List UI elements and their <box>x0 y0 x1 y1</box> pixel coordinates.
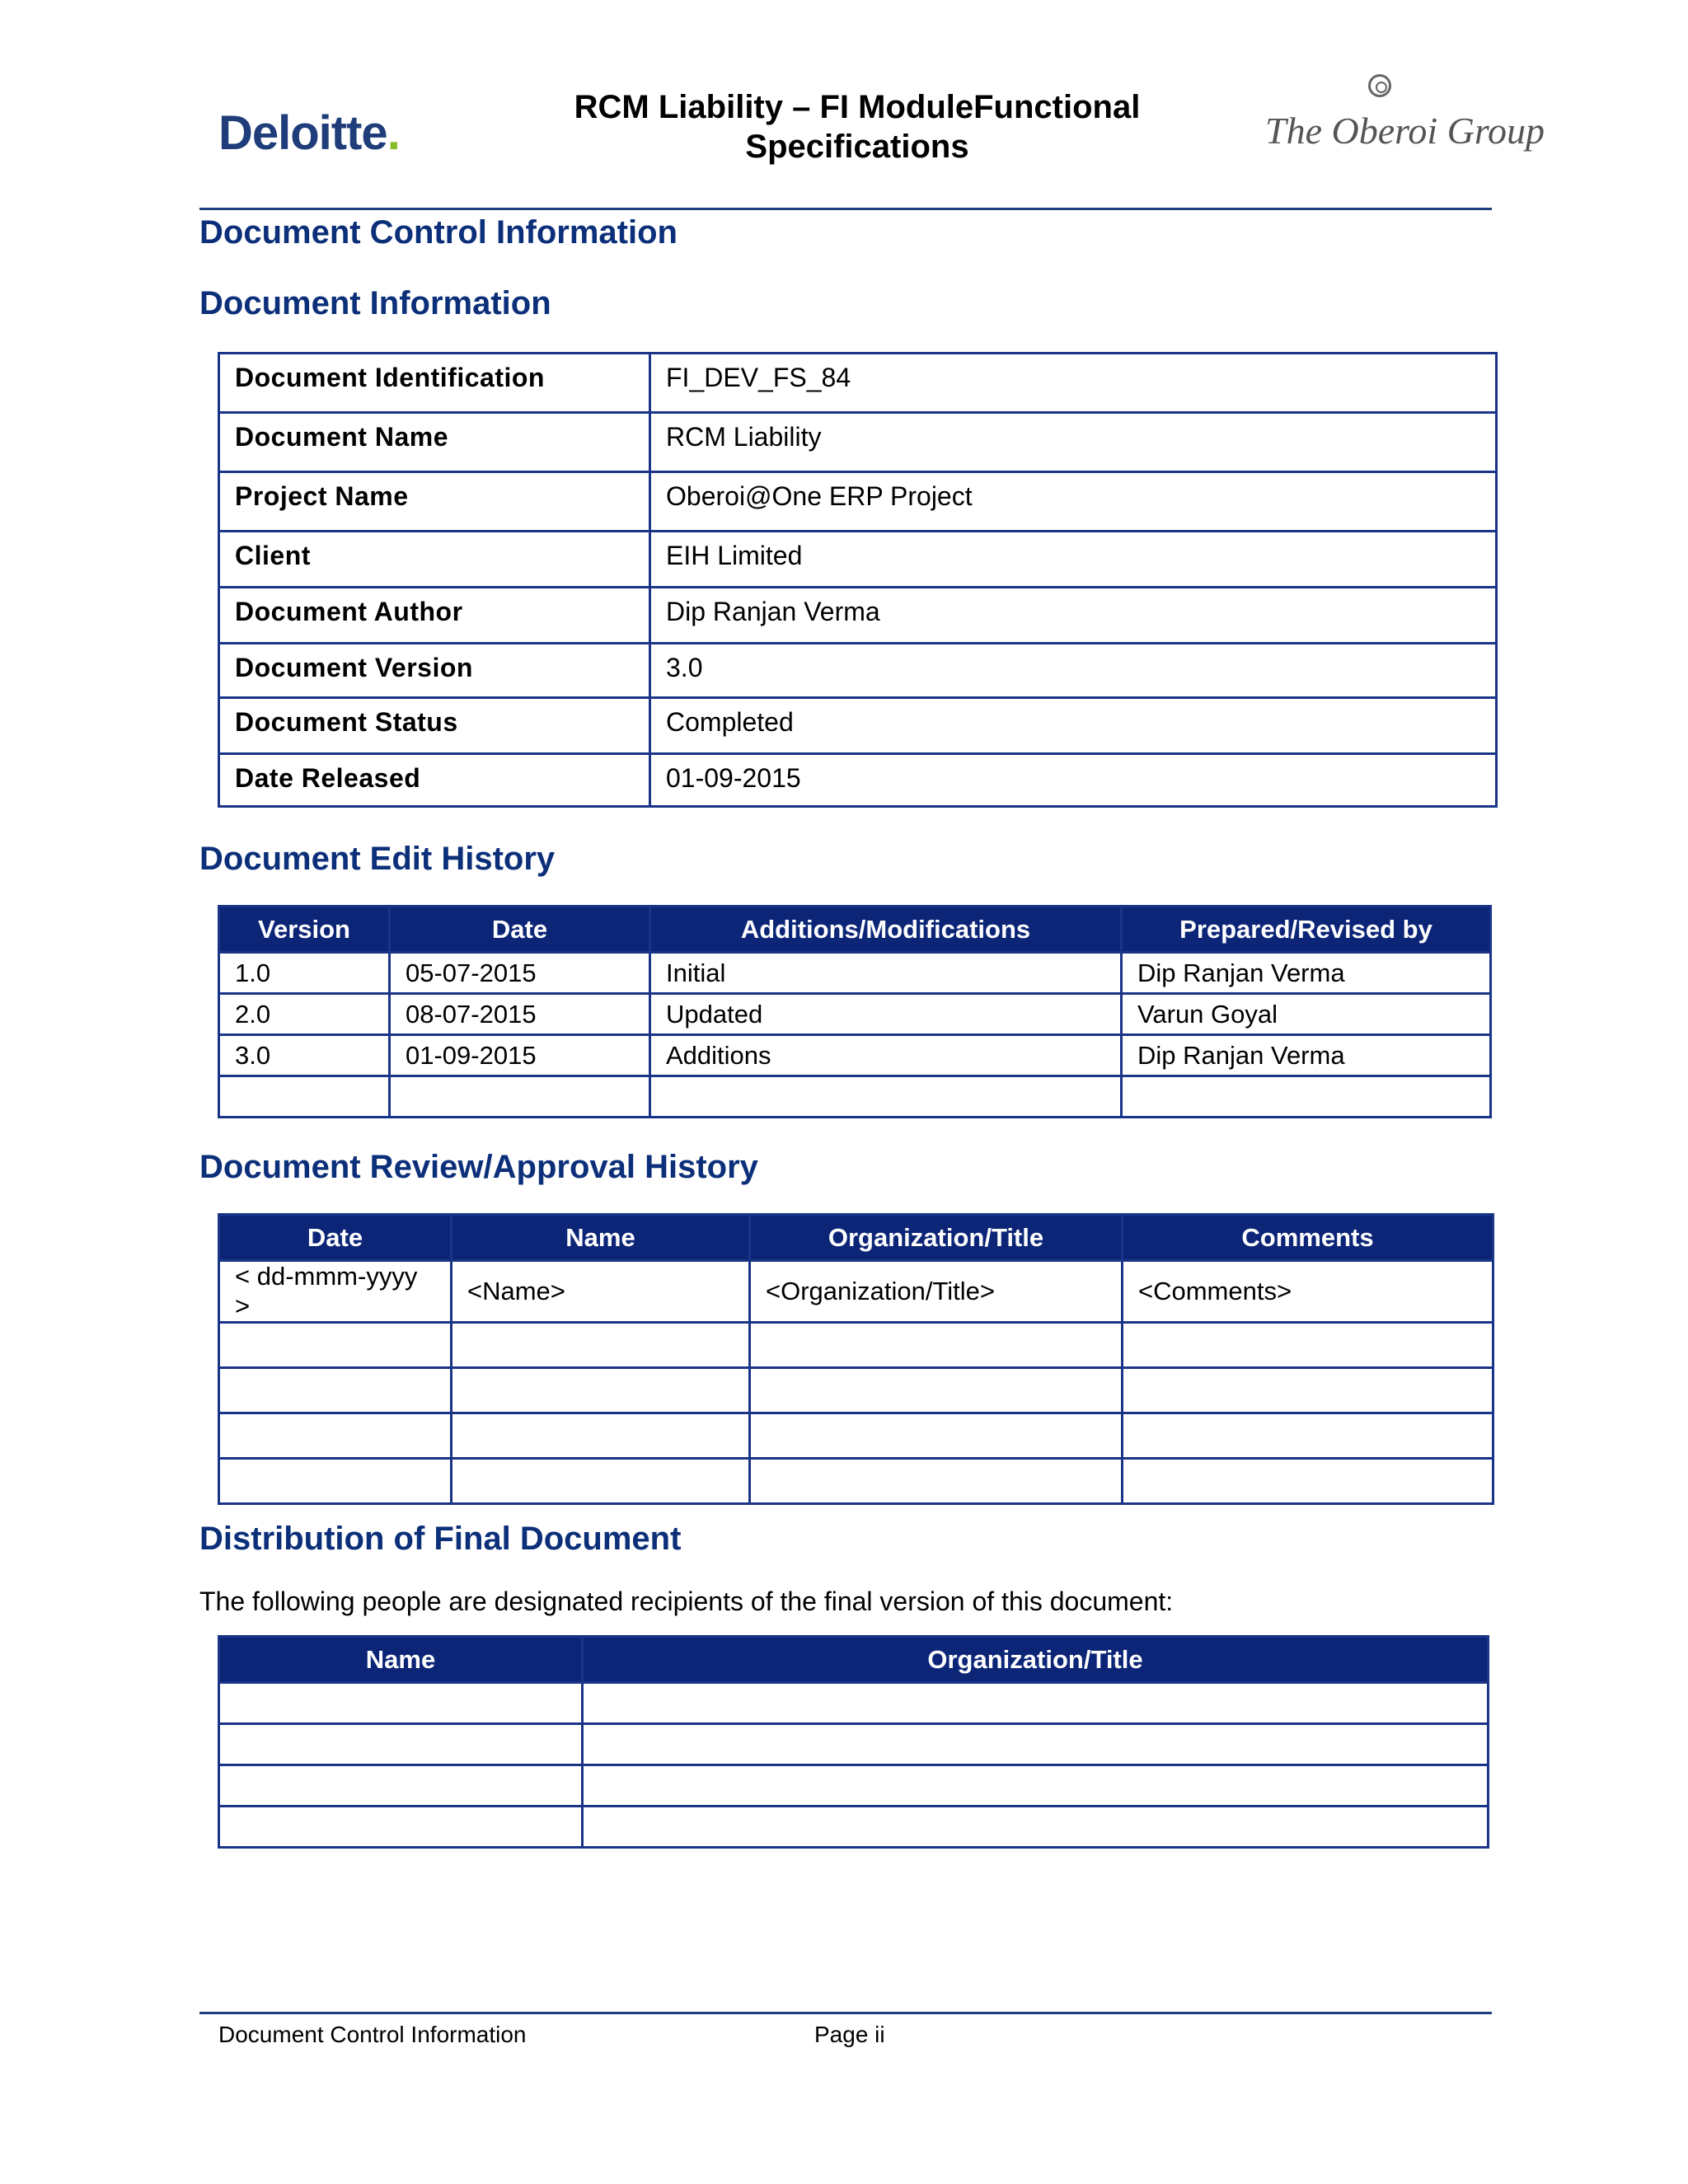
table-cell: 2.0 <box>219 994 390 1035</box>
column-header: Date <box>219 1215 452 1261</box>
table-row <box>219 1076 1491 1118</box>
table-cell: Dip Ranjan Verma <box>1122 1035 1491 1076</box>
table-cell <box>219 1413 452 1459</box>
info-row <box>219 532 1497 588</box>
table-cell: Varun Goyal <box>1122 994 1491 1035</box>
table-row <box>219 1323 1493 1368</box>
table-row <box>219 1459 1493 1504</box>
info-key: Document Version <box>219 644 650 698</box>
table-cell <box>583 1724 1489 1765</box>
info-value: Oberoi@One ERP Project <box>650 472 1497 532</box>
table-row <box>219 1724 1489 1765</box>
table-cell <box>650 1076 1122 1118</box>
table-cell: 08-07-2015 <box>390 994 650 1035</box>
info-row <box>219 698 1497 754</box>
info-value: RCM Liability <box>650 413 1497 472</box>
table-cell <box>219 1368 452 1413</box>
document-information-table <box>218 352 1498 808</box>
info-row <box>219 354 1497 413</box>
table-cell: < dd-mmm-yyyy > <box>219 1261 452 1323</box>
oberoi-emblem-icon <box>1368 74 1391 97</box>
info-key: Document Name <box>219 413 650 472</box>
table-row <box>219 1035 1491 1076</box>
footer-rule <box>199 2012 1492 2014</box>
table-cell <box>219 1724 583 1765</box>
info-row <box>219 588 1497 644</box>
oberoi-logo: The Oberoi Group <box>1265 110 1545 152</box>
column-header: Comments <box>1123 1215 1493 1261</box>
document-title-line2: Specifications <box>745 129 969 165</box>
table-row <box>219 1368 1493 1413</box>
table-row <box>219 994 1491 1035</box>
info-value: FI_DEV_FS_84 <box>650 354 1497 413</box>
document-title <box>511 87 1203 166</box>
table-row <box>219 1765 1489 1807</box>
column-header: Prepared/Revised by <box>1122 907 1491 953</box>
footer-section-label: Document Control Information <box>218 2022 527 2047</box>
info-key: Project Name <box>219 472 650 532</box>
info-value: Completed <box>650 698 1497 754</box>
distribution-table <box>218 1635 1489 1849</box>
table-cell <box>219 1683 583 1724</box>
table-row <box>219 953 1491 994</box>
table-cell <box>583 1765 1489 1807</box>
table-cell <box>1122 1076 1491 1118</box>
table-row <box>219 1261 1493 1323</box>
review-history-table <box>218 1213 1494 1505</box>
info-row <box>219 413 1497 472</box>
table-cell <box>219 1807 583 1848</box>
table-cell <box>750 1459 1123 1504</box>
table-row <box>219 1413 1493 1459</box>
column-header: Name <box>219 1637 583 1683</box>
column-header: Organization/Title <box>750 1215 1123 1261</box>
table-row <box>219 1683 1489 1724</box>
column-header: Additions/Modifications <box>650 907 1122 953</box>
info-value: EIH Limited <box>650 532 1497 588</box>
table-cell: <Comments> <box>1123 1261 1493 1323</box>
table-cell: <Organization/Title> <box>750 1261 1123 1323</box>
table-cell: Updated <box>650 994 1122 1035</box>
deloitte-logo-dot: . <box>387 106 400 160</box>
column-header: Organization/Title <box>583 1637 1489 1683</box>
table-cell: 3.0 <box>219 1035 390 1076</box>
table-cell <box>390 1076 650 1118</box>
table-cell <box>452 1368 750 1413</box>
info-key: Date Released <box>219 754 650 807</box>
heading-document-control: Document Control Information <box>199 214 678 251</box>
table-cell <box>750 1413 1123 1459</box>
table-cell: <Name> <box>452 1261 750 1323</box>
distribution-intro: The following people are designated recipients of the final version of this document: <box>199 1586 1174 1616</box>
table-cell: Dip Ranjan Verma <box>1122 953 1491 994</box>
table-cell <box>1123 1368 1493 1413</box>
table-cell <box>452 1459 750 1504</box>
heading-edit-history: Document Edit History <box>199 841 556 877</box>
deloitte-logo-text: Deloitte <box>218 106 387 160</box>
footer-page-number: Page ii <box>814 2022 885 2047</box>
column-header: Version <box>219 907 390 953</box>
table-row <box>219 1807 1489 1848</box>
table-cell <box>1123 1323 1493 1368</box>
table-cell: Initial <box>650 953 1122 994</box>
table-cell <box>750 1323 1123 1368</box>
info-key: Document Author <box>219 588 650 644</box>
info-row <box>219 472 1497 532</box>
edit-history-table <box>218 905 1492 1118</box>
table-cell <box>583 1683 1489 1724</box>
info-key: Document Status <box>219 698 650 754</box>
info-value: 3.0 <box>650 644 1497 698</box>
info-row <box>219 644 1497 698</box>
table-cell <box>583 1807 1489 1848</box>
heading-review-history: Document Review/Approval History <box>199 1149 758 1185</box>
table-cell <box>1123 1459 1493 1504</box>
table-cell <box>219 1323 452 1368</box>
table-cell: 1.0 <box>219 953 390 994</box>
table-cell: 01-09-2015 <box>390 1035 650 1076</box>
heading-document-information: Document Information <box>199 285 551 321</box>
table-cell <box>219 1459 452 1504</box>
table-cell: 05-07-2015 <box>390 953 650 994</box>
table-cell <box>1123 1413 1493 1459</box>
column-header: Name <box>452 1215 750 1261</box>
column-header: Date <box>390 907 650 953</box>
deloitte-logo <box>218 105 400 161</box>
info-value: 01-09-2015 <box>650 754 1497 807</box>
heading-distribution: Distribution of Final Document <box>199 1521 682 1557</box>
table-cell <box>219 1076 390 1118</box>
info-key: Document Identification <box>219 354 650 413</box>
table-cell <box>750 1368 1123 1413</box>
document-title-line1: RCM Liability – FI ModuleFunctional <box>574 89 1141 125</box>
table-cell: Additions <box>650 1035 1122 1076</box>
table-cell <box>452 1413 750 1459</box>
info-row <box>219 754 1497 807</box>
info-value: Dip Ranjan Verma <box>650 588 1497 644</box>
table-cell <box>452 1323 750 1368</box>
table-cell <box>219 1765 583 1807</box>
header-rule <box>199 208 1492 210</box>
info-key: Client <box>219 532 650 588</box>
